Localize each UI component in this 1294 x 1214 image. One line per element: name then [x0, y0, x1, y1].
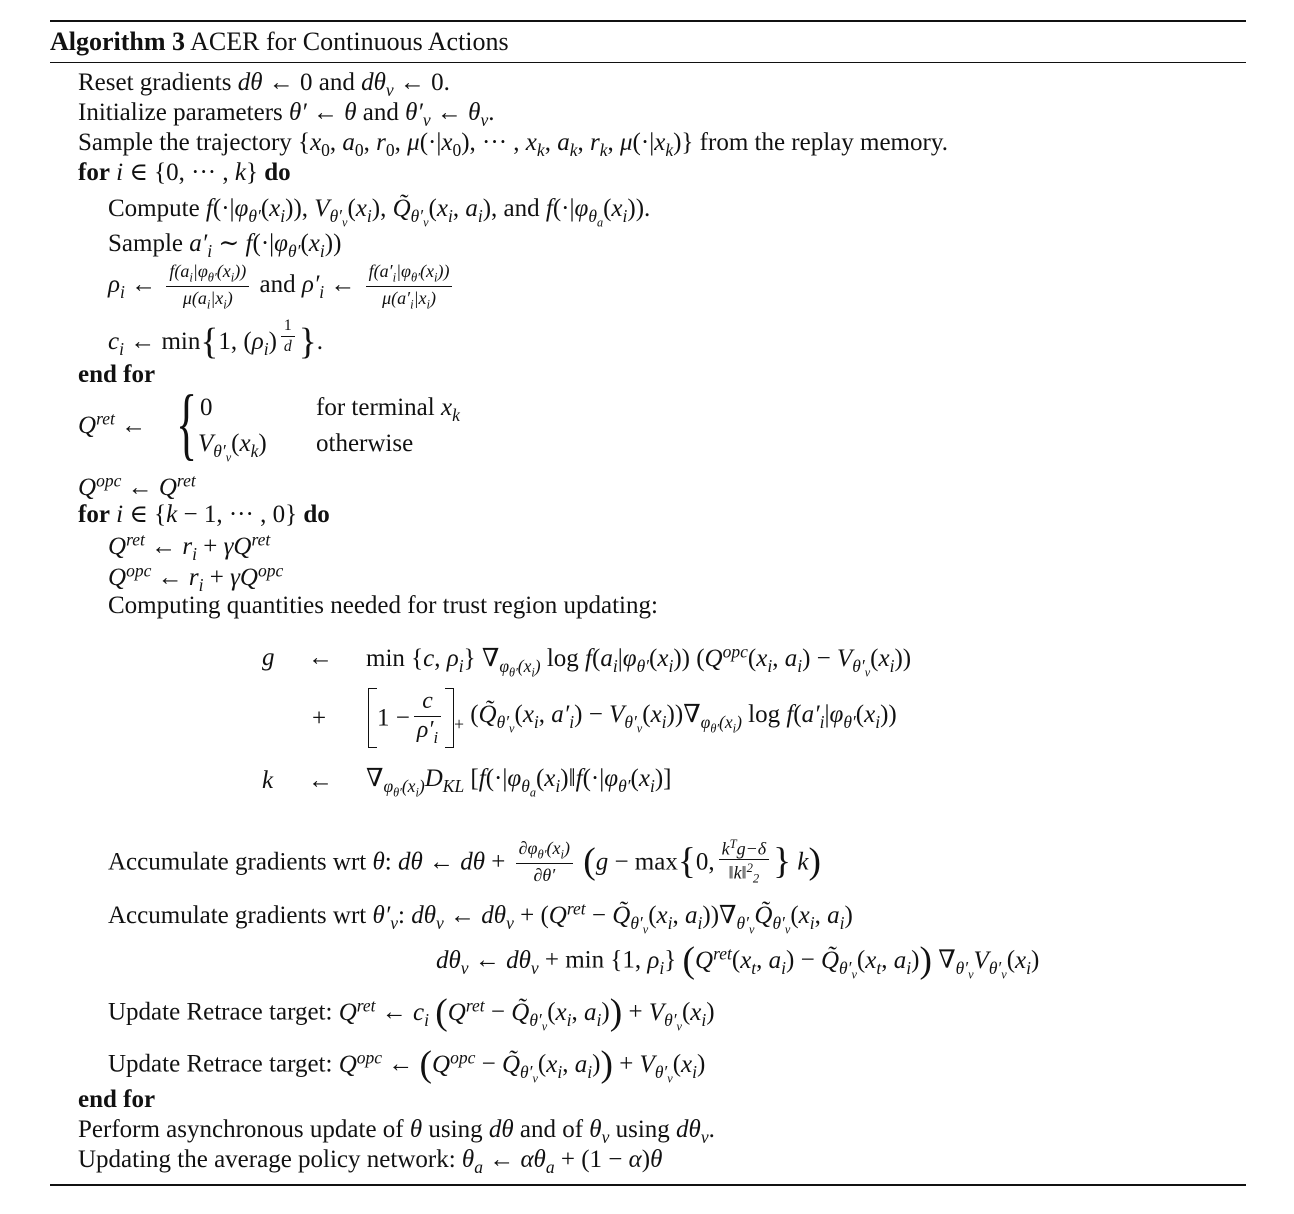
rho-fraction: $\frac{f(a_i|\varphi_{\theta'}(x_i))}{\mu(a_i|x_i)}$ [166, 262, 249, 311]
do-keyword-2: do [303, 501, 330, 528]
line-reset: Reset gradients dθ ← 0 and $d\theta_v$ ← 0. [78, 69, 450, 101]
line-qopc-update: $Q^{opc}$ ← $r_i + \gamma Q^{opc}$ [108, 560, 284, 595]
line-perform-update: Perform asynchronous update of θ using dθ and of $\theta_v$ using $d\theta_v$. [78, 1116, 715, 1148]
algorithm-title [50, 27, 509, 57]
rho-prime-fraction: $\frac{f(a'_i|\varphi_{\theta'}(x_i))}{\mu(a'_i|x_i)}$ [366, 262, 453, 311]
line-compute: Compute $f(\cdot|\varphi_{\theta'}(x_i))$, $V_{\theta'_v}(x_i)$, $Q̃_{\theta'_v}(x_i$, $a_i$), and $f(\cdot|\varphi_{\theta_a}(x_i))$. [108, 195, 651, 230]
bottom-rule [50, 1184, 1246, 1186]
algorithm-label: Algorithm 3 [50, 27, 186, 56]
line-qret-update: $Q^{ret}$ ← $r_i + \gamma Q^{ret}$ [108, 529, 271, 564]
g-line-2: 1 − $\frac{c}{\rho'_i}$ $_+$ ($Q̃_{\theta'_v}(x_i$, $a'_i) - V_{\theta'_v}(x_i))\nabla_{\varphi_{\theta'}(x_i)}$ $\log f(a'_i|\varphi_{\theta'}(x_i))$ [368, 688, 897, 748]
do-keyword: do [264, 159, 291, 186]
g-plus: + [312, 705, 327, 732]
line-for-backward: for i ∈ {k − 1, ··· , 0} do [78, 501, 330, 528]
line-update-retrace-ret: Update Retrace target: $Q^{ret}$ ← $c_i$ ($Q^{ret}$ − $Q̃_{\theta'_v}(x_i$, $a_i)) + V_{\theta'_v}(x_i)$ [108, 992, 715, 1033]
line-sample-trajectory: Sample the trajectory {$x_0$, $a_0$, $r_0$, $\mu(\cdot|x_0)$, ··· , $x_k$, $a_k$, $r_k$, $\mu(\cdot|x_k)$} from the replay memory. [78, 129, 948, 161]
k-arrow: ← [308, 767, 333, 794]
g-arrow: ← [308, 644, 333, 671]
line-average-policy: Updating the average policy network: $\theta_a$ ← $\alpha\theta_a + (1 - \alpha)\theta$ [78, 1146, 663, 1178]
qret-cases-lhs: $Q^{ret}$ ← [78, 408, 147, 439]
line-init: Initialize parameters θ′ ← θ and $\theta'_v$ ← $\theta_v$. [78, 99, 495, 131]
line-qopc-init: $Q^{opc}$ ← $Q^{ret}$ [78, 470, 196, 501]
k-symbol: k [262, 767, 274, 794]
top-rule [50, 20, 1246, 22]
qret-case-2-cond: otherwise [316, 430, 414, 457]
line-accumulate-theta-v-2: $d\theta_v$ ← $d\theta_v + \min \{1$, $\rho_i$} ($Q^{ret}(x_t$, $a_i$) − $Q̃_{\theta'_v}(x_t$, $a_i$)) $\nabla_{\theta'_v}V_{\theta'_v}(x_i)$ [436, 940, 1040, 981]
cases-brace: { [176, 380, 198, 468]
title-rule [50, 62, 1246, 63]
g-line-1: min {c, $\rho_i$} $\nabla_{\varphi_{\theta'}(x_i)}$ $\log f(a_i|\varphi_{\theta'}(x_i))$ ($Q^{opc}(x_i$, $a_i) - V_{\theta'_v}(x_i)$) [366, 641, 912, 680]
line-update-retrace-opc: Update Retrace target: $Q^{opc}$ ← ($Q^{opc}$ − $Q̃_{\theta'_v}(x_i$, $a_i)) + V_{\theta'_v}(x_i)$ [108, 1044, 706, 1085]
line-computing: Computing quantities needed for trust region updating: [108, 592, 658, 619]
for-keyword: for [78, 159, 110, 186]
line-accumulate-theta: Accumulate gradients wrt θ: dθ ← dθ + $\frac{\partial\varphi_{\theta'}(x_i)}{\partial\theta'}$ (g − max{0, $\frac{k^Tg-\delta}{‖k‖^2_2}$ } k) [108, 837, 821, 886]
k-line: $\nabla_{\varphi_{\theta'}(x_i)}D_{KL}$ [$f(\cdot|\varphi_{\theta_a}(x_i)‖f(\cdot|\varphi_{\theta'}(x_i)]$ [366, 765, 672, 800]
for-keyword-2: for [78, 501, 110, 528]
qret-case-1: 0 [200, 394, 213, 421]
line-endfor-1: end for [78, 361, 156, 388]
line-for-forward: for i ∈ {0, ··· , k} do [78, 159, 291, 186]
line-sample-action: Sample $a'_i$ ∼ $f(\cdot|\varphi_{\theta'}(x_i))$ [108, 230, 342, 262]
line-rho: $\rho_i$ ← $\frac{f(a_i|\varphi_{\theta'}(x_i))}{\mu(a_i|x_i)}$ and $\rho'_i$ ← $\frac{f(a'_i|\varphi_{\theta'}(x_i))}{\mu(a'_i|x_i)}$ [108, 262, 456, 311]
qret-case-1-cond: for terminal $x_k$ [316, 394, 460, 426]
dphi-fraction: $\frac{\partial\varphi_{\theta'}(x_i)}{\partial\theta'}$ [516, 839, 573, 884]
algorithm-name: ACER for Continuous Actions [190, 27, 509, 56]
line-c: $c_i$ ← min{1, $(\rho_i)$ $^{\frac{1}{d}}$ }. [108, 317, 324, 363]
g-symbol: g [262, 644, 275, 671]
qret-case-2: $V_{\theta'_v}(x_k)$ [198, 430, 267, 465]
line-endfor-2: end for [78, 1086, 156, 1113]
line-accumulate-theta-v: Accumulate gradients wrt $\theta'_v$: $d\theta_v$ ← $d\theta_v + (Q^{ret}$ − $Q̃_{\theta'_v}(x_i$, $a_i))\nabla_{\theta'_v}Q̃_{\theta'_v}(x_i$, $a_i$) [108, 898, 853, 937]
